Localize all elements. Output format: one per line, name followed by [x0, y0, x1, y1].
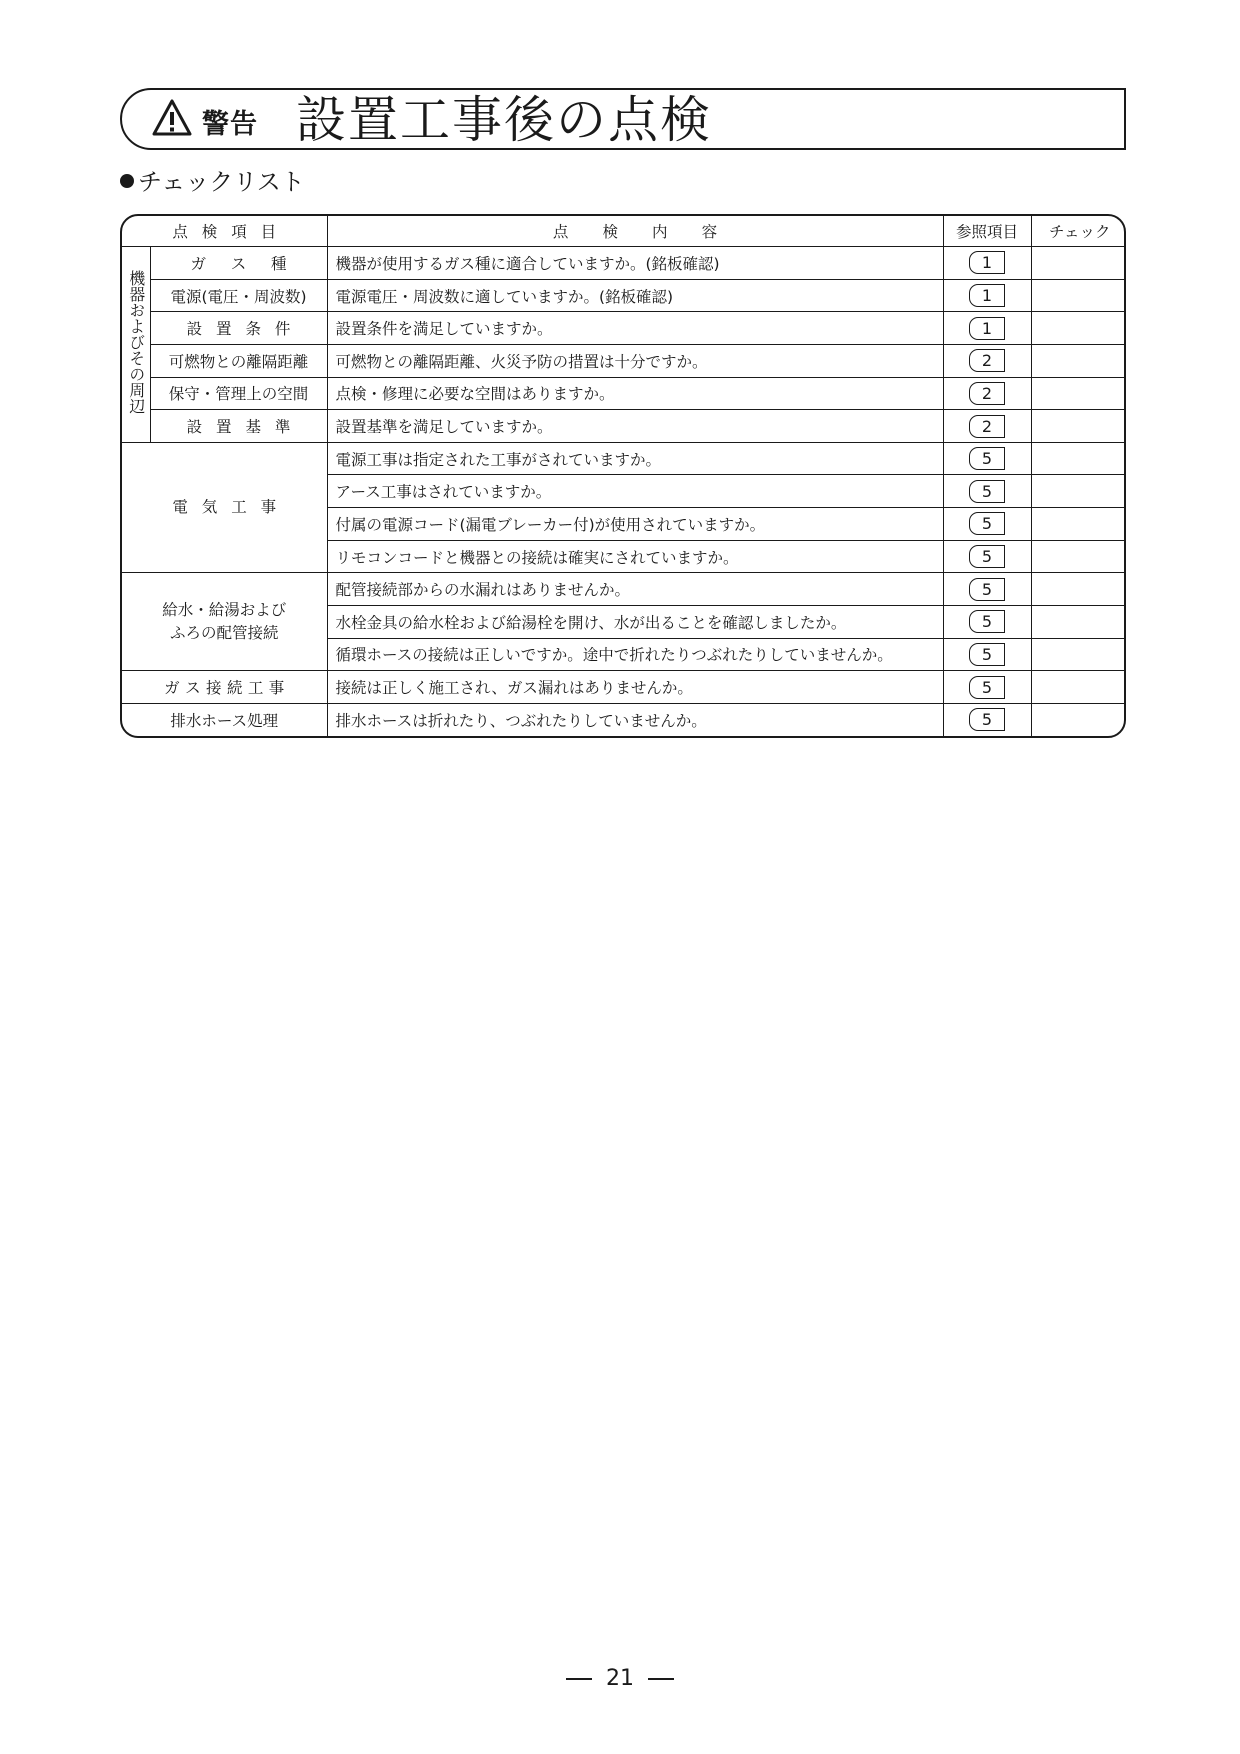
- row-item: 電源(電圧・周波数): [150, 279, 327, 312]
- row-content: 付属の電源コード(漏電ブレーカー付)が使用されていますか。: [327, 508, 943, 541]
- row-reference: [943, 312, 1031, 345]
- table-row: [122, 247, 1126, 280]
- check-cell[interactable]: [1031, 279, 1126, 312]
- warning-label: 警告: [202, 109, 258, 140]
- reference-number: 5: [969, 708, 1005, 731]
- row-item: ガス接続工事: [122, 671, 327, 704]
- group-label-plumbing-line1: 給水・給湯および: [162, 601, 287, 620]
- row-content: 電源電圧・周波数に適していますか。(銘板確認): [327, 279, 943, 312]
- row-item: 設置基準: [150, 410, 327, 443]
- row-reference: [943, 279, 1031, 312]
- table-row: [122, 703, 1126, 736]
- row-content: 水栓金具の給水栓および給湯栓を開け、水が出ることを確認しましたか。: [327, 605, 943, 638]
- row-reference: [943, 508, 1031, 541]
- row-content: 循環ホースの接続は正しいですか。途中で折れたりつぶれたりしていませんか。: [327, 638, 943, 671]
- row-reference: [943, 671, 1031, 704]
- table-row: [122, 377, 1126, 410]
- check-cell[interactable]: [1031, 605, 1126, 638]
- reference-number: 2: [969, 415, 1005, 438]
- page-title: 設置工事後の点検: [296, 91, 712, 149]
- row-item: 設置条件: [150, 312, 327, 345]
- checklist-table: [120, 214, 1126, 738]
- title-banner: [120, 88, 1126, 150]
- group-label-electrical: 電気工事: [122, 442, 327, 573]
- row-item: 排水ホース処理: [122, 703, 327, 736]
- reference-number: 5: [969, 447, 1005, 470]
- dash-right: [648, 1678, 674, 1680]
- warning-icon: [152, 98, 192, 138]
- header-check: チェック: [1031, 216, 1126, 247]
- check-cell[interactable]: [1031, 638, 1126, 671]
- check-cell[interactable]: [1031, 312, 1126, 345]
- check-cell[interactable]: [1031, 573, 1126, 606]
- reference-number: 1: [969, 251, 1005, 274]
- reference-number: 5: [969, 676, 1005, 699]
- group-label-surroundings: 機器およびその周辺: [122, 247, 150, 443]
- dash-left: [566, 1678, 592, 1680]
- row-item: ガス種: [150, 247, 327, 280]
- table-row: [122, 279, 1126, 312]
- check-cell[interactable]: [1031, 671, 1126, 704]
- reference-number: 1: [969, 317, 1005, 340]
- row-reference: [943, 442, 1031, 475]
- table-row: [122, 344, 1126, 377]
- row-reference: [943, 605, 1031, 638]
- check-cell[interactable]: [1031, 377, 1126, 410]
- row-content: 接続は正しく施工され、ガス漏れはありませんか。: [327, 671, 943, 704]
- page-number-text: 21: [606, 1666, 634, 1691]
- row-content: 設置基準を満足していますか。: [327, 410, 943, 443]
- row-reference: [943, 247, 1031, 280]
- reference-number: 1: [969, 284, 1005, 307]
- row-content: 電源工事は指定された工事がされていますか。: [327, 442, 943, 475]
- row-item: 可燃物との離隔距離: [150, 344, 327, 377]
- row-reference: [943, 703, 1031, 736]
- check-cell[interactable]: [1031, 475, 1126, 508]
- check-cell[interactable]: [1031, 703, 1126, 736]
- row-content: 点検・修理に必要な空間はありますか。: [327, 377, 943, 410]
- table-row: [122, 573, 1126, 606]
- row-reference: [943, 638, 1031, 671]
- row-reference: [943, 540, 1031, 573]
- check-cell[interactable]: [1031, 344, 1126, 377]
- reference-number: 5: [969, 643, 1005, 666]
- reference-number: 5: [969, 545, 1005, 568]
- reference-number: 2: [969, 349, 1005, 372]
- table-row: [122, 312, 1126, 345]
- row-content: 機器が使用するガス種に適合していますか。(銘板確認): [327, 247, 943, 280]
- section-heading-text: チェックリスト: [138, 168, 305, 196]
- group-label-plumbing: [122, 573, 327, 671]
- row-content: 配管接続部からの水漏れはありませんか。: [327, 573, 943, 606]
- row-content: 可燃物との離隔距離、火災予防の措置は十分ですか。: [327, 344, 943, 377]
- reference-number: 5: [969, 512, 1005, 535]
- table-row: [122, 410, 1126, 443]
- row-reference: [943, 344, 1031, 377]
- bullet-icon: [120, 174, 134, 188]
- reference-number: 5: [969, 610, 1005, 633]
- row-content: アース工事はされていますか。: [327, 475, 943, 508]
- row-item: 保守・管理上の空間: [150, 377, 327, 410]
- table-header-row: [122, 216, 1126, 247]
- check-cell[interactable]: [1031, 410, 1126, 443]
- header-reference: 参照項目: [943, 216, 1031, 247]
- check-cell[interactable]: [1031, 508, 1126, 541]
- row-reference: [943, 377, 1031, 410]
- row-reference: [943, 475, 1031, 508]
- row-reference: [943, 573, 1031, 606]
- page-number: [0, 1666, 1240, 1691]
- row-reference: [943, 410, 1031, 443]
- check-cell[interactable]: [1031, 442, 1126, 475]
- section-heading: [120, 162, 305, 197]
- table-row: [122, 671, 1126, 704]
- check-cell[interactable]: [1031, 540, 1126, 573]
- row-content: 設置条件を満足していますか。: [327, 312, 943, 345]
- table-row: [122, 442, 1126, 475]
- reference-number: 5: [969, 578, 1005, 601]
- reference-number: 5: [969, 480, 1005, 503]
- reference-number: 2: [969, 382, 1005, 405]
- row-content: 排水ホースは折れたり、つぶれたりしていませんか。: [327, 703, 943, 736]
- check-cell[interactable]: [1031, 247, 1126, 280]
- header-item: 点検項目: [122, 216, 327, 247]
- group-label-plumbing-line2: ふろの配管接続: [169, 623, 279, 642]
- row-content: リモコンコードと機器との接続は確実にされていますか。: [327, 540, 943, 573]
- header-content: 点検内容: [327, 216, 943, 247]
